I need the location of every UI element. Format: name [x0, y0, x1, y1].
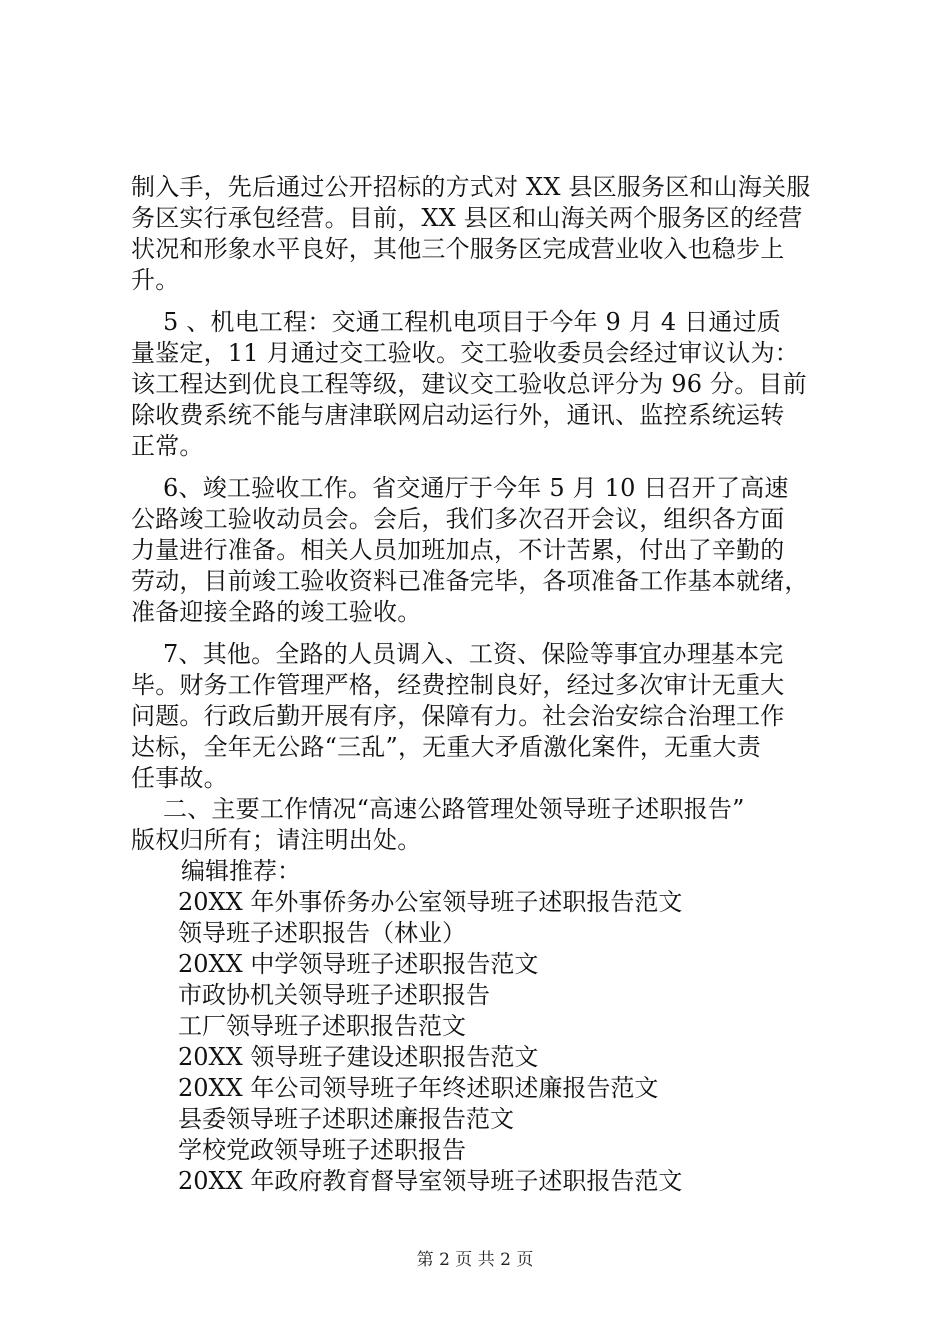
recommendations-heading: 编辑推荐： — [181, 857, 301, 885]
text-line: 毕。财务工作管理严格，经费控制良好，经过多次审计无重大 — [131, 671, 785, 699]
recommendation-link[interactable]: 20XX 年外事侨务办公室领导班子述职报告范文 — [178, 888, 683, 916]
recommendation-link[interactable]: 20XX 领导班子建设述职报告范文 — [178, 1043, 539, 1071]
text-line: 务区实行承包经营。目前，XX 县区和山海关两个服务区的经营 — [131, 204, 803, 232]
recommendation-link[interactable]: 市政协机关领导班子述职报告 — [178, 981, 490, 1009]
text-line: 该工程达到优良工程等级，建议交工验收总评分为 96 分。目前 — [131, 370, 807, 398]
text-line: 二、主要工作情况“高速公路管理处领导班子述职报告” — [131, 795, 745, 823]
text-line: 量鉴定，11 月通过交工验收。交工验收委员会经过审议认为： — [131, 339, 799, 367]
text-line: 6、竣工验收工作。省交通厅于今年 5 月 10 日召开了高速 — [131, 474, 789, 502]
text-line: 问题。行政后勤开展有序，保障有力。社会治安综合治理工作 — [131, 702, 785, 730]
text-line: 状况和形象水平良好，其他三个服务区完成营业收入也稳步上 — [131, 235, 785, 263]
text-line: 除收费系统不能与唐津联网启动运行外，通讯、监控系统运转 — [131, 401, 785, 429]
text-line: 劳动，目前竣工验收资料已准备完毕，各项准备工作基本就绪， — [131, 567, 809, 595]
recommendation-link[interactable]: 学校党政领导班子述职报告 — [178, 1136, 466, 1164]
text-line: 5 、机电工程：交通工程机电项目于今年 9 月 4 日通过质 — [131, 308, 781, 336]
paragraph-completion-acceptance — [131, 473, 831, 628]
paragraph-other — [131, 639, 831, 794]
page-number-footer: 第 2 页 共 2 页 — [416, 1250, 534, 1270]
text-line: 升。 — [131, 266, 180, 294]
recommendations-list — [131, 887, 831, 1197]
text-line: 准备迎接全路的竣工验收。 — [131, 598, 422, 626]
recommendation-link[interactable]: 20XX 中学领导班子述职报告范文 — [178, 950, 539, 978]
text-line: 公路竣工验收动员会。会后，我们多次召开会议，组织各方面 — [131, 505, 785, 533]
text-line: 达标，全年无公路“三乱”，无重大矛盾激化案件，无重大责 — [131, 733, 761, 761]
text-line: 力量进行准备。相关人员加班加点，不计苦累，付出了辛勤的 — [131, 536, 785, 564]
recommendation-link[interactable]: 20XX 年政府教育督导室领导班子述职报告范文 — [178, 1167, 683, 1195]
recommendation-link[interactable]: 工厂领导班子述职报告范文 — [178, 1012, 466, 1040]
text-line: 制入手，先后通过公开招标的方式对 XX 县区服务区和山海关服 — [131, 173, 811, 201]
recommendation-link[interactable]: 领导班子述职报告（林业） — [178, 919, 466, 947]
paragraph-service-areas — [131, 172, 831, 296]
recommendation-link[interactable]: 县委领导班子述职述廉报告范文 — [178, 1105, 514, 1133]
recommendation-link[interactable]: 20XX 年公司领导班子年终述职述廉报告范文 — [178, 1074, 659, 1102]
text-line: 任事故。 — [131, 764, 228, 792]
text-line: 7、其他。全路的人员调入、工资、保险等事宜办理基本完 — [131, 640, 784, 668]
paragraph-copyright — [131, 794, 831, 856]
text-line: 版权归所有；请注明出处。 — [131, 826, 422, 854]
document-body — [131, 172, 831, 1197]
text-line: 正常。 — [131, 432, 204, 460]
paragraph-electromechanical — [131, 307, 831, 462]
